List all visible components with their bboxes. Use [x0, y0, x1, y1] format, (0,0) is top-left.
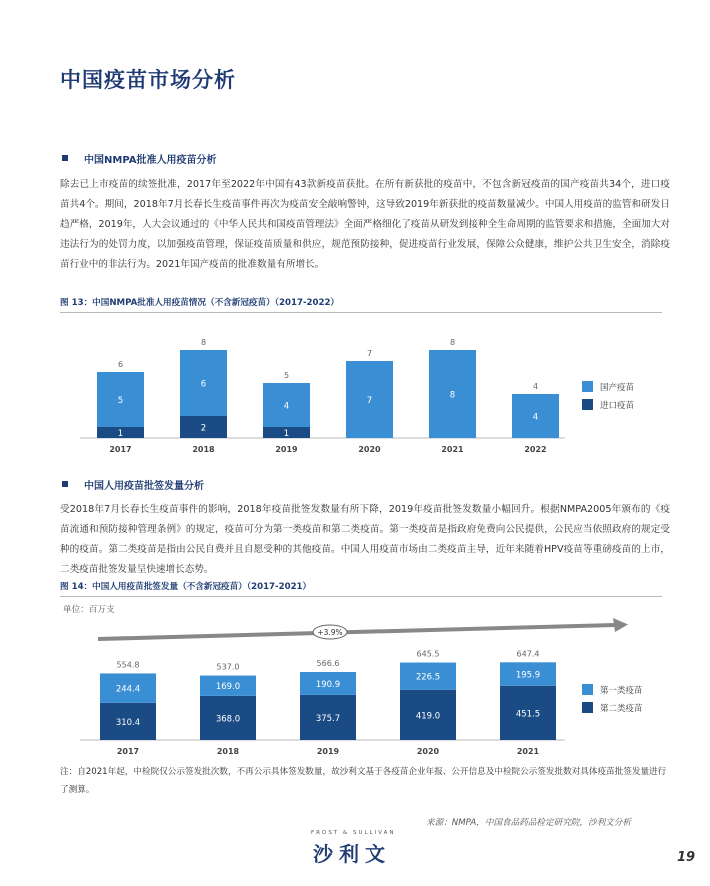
figure-13-chart [60, 320, 670, 460]
bar-label-category2-2020: 419.0 [415, 711, 441, 722]
bar-label-imported-2018: 2 [200, 423, 207, 434]
total-label-2017: 554.8 [116, 660, 140, 670]
legend-swatch-imported [582, 399, 593, 410]
bar-label-domestic-2021: 8 [449, 390, 456, 401]
figure-14-unit: 单位：百万支 [63, 605, 115, 615]
section-heading-approvals: 中国NMPA批准人用疫苗分析 [84, 155, 217, 166]
section-heading-lot-release: 中国人用疫苗批签发量分析 [84, 481, 204, 492]
total-label-2020: 645.5 [416, 649, 440, 659]
legend-swatch-category1 [582, 684, 593, 695]
bar-label-category2-2018: 368.0 [215, 714, 241, 725]
x-tick-2020: 2020 [416, 747, 440, 756]
bar-label-domestic-2020: 7 [366, 396, 373, 406]
x-tick-2018: 2018 [192, 445, 215, 454]
figure-13-title: 图 13：中国NMPA批准人用疫苗情况（不含新冠疫苗）（2017-2022） [60, 298, 340, 308]
bar-label-category2-2021: 451.5 [515, 709, 541, 720]
bar-label-category1-2021: 195.9 [515, 670, 541, 681]
section-bullet [62, 155, 68, 161]
figure-14-title: 图 14：中国人用疫苗批签发量（不含新冠疫苗）（2017-2021） [60, 582, 312, 592]
bar-label-domestic-2019: 4 [283, 401, 290, 412]
total-label-2018: 537.0 [216, 662, 240, 672]
total-label-2018: 8 [200, 338, 207, 347]
x-tick-2019: 2019 [316, 747, 340, 756]
total-label-2021: 8 [449, 338, 456, 347]
trend-arrow-line [98, 625, 615, 639]
legend-label-domestic: 国产疫苗 [600, 383, 635, 393]
source-line: 来源：NMPA，中国食品药品检定研究院，沙利文分析 [426, 818, 631, 828]
footnote: 注：自2021年起，中检院仅公示签发批次数，不再公示具体签发数量，故沙利文基于各疫苗企业年报、公开信息及中检院公示签发批数对具体疫苗批签发量进行了测算。 [60, 767, 667, 795]
legend-swatch-category2 [582, 702, 593, 713]
legend-label-imported: 进口疫苗 [600, 401, 635, 411]
total-label-2019: 5 [283, 371, 290, 380]
total-label-2021: 647.4 [516, 649, 540, 659]
section-bullet [62, 481, 68, 487]
x-tick-2020: 2020 [358, 445, 381, 454]
x-tick-2018: 2018 [216, 747, 240, 756]
figure-13-divider [60, 312, 662, 313]
bar-label-domestic-2022: 4 [532, 412, 539, 423]
bar-label-category2-2017: 310.4 [115, 717, 141, 728]
total-label-2017: 6 [117, 360, 124, 369]
x-tick-2017: 2017 [109, 445, 132, 454]
x-tick-2021: 2021 [516, 747, 540, 756]
bar-label-category1-2017: 244.4 [115, 684, 141, 695]
x-tick-2019: 2019 [275, 445, 298, 454]
logo-tagline: FROST & SULLIVAN [311, 830, 396, 836]
x-tick-2021: 2021 [441, 445, 464, 454]
figure-14-divider [60, 596, 662, 597]
total-label-2019: 566.6 [316, 659, 340, 669]
frost-sullivan-logo: 沙利文 [313, 842, 391, 866]
x-tick-2022: 2022 [524, 445, 547, 454]
section-paragraph-lot-release: 受2018年7月长春长生疫苗事件的影响，2018年疫苗批签发数量有所下降，2019年疫苗批签发数量小幅回升。根据NMPA2005年颁布的《疫苗流通和预防接种管理条例》的规定，疫苗可分为第一类疫苗和第二类疫苗。第一类疫苗是指政府免费向公民提供，公民应当依照政府的规定受种的疫苗。第二类疫苗是指由公民自费并且自愿受种的其他疫苗。中国人用疫苗市场由二类疫苗主导，近年来随着HPV疫苗等重磅疫苗的上市，二类疫苗批签发量呈快速增长态势。 [60, 504, 670, 575]
page-number: 19 [677, 850, 696, 865]
legend-label-category1: 第一类疫苗 [600, 686, 643, 696]
legend-swatch-domestic [582, 381, 593, 392]
section-paragraph-approvals: 除去已上市疫苗的续签批准，2017年至2022年中国有43款新疫苗获批。在所有新获批的疫苗中，不包含新冠疫苗的国产疫苗共34个，进口疫苗共4个。期间，2018年7月长春长生疫苗事件再次为疫苗安全敲响警钟，这导致2019年新获批的疫苗数量减少。中国人用疫苗的监管和研发日趋严格，2019年，人大会议通过的《中华人民共和国疫苗管理法》全面严格细化了疫苗从研发到接种全生命周期的监管要求和措施，全面加大对违法行为的处罚力度，以加强疫苗管理，保证疫苗质量和供应，规范预防接种，促进疫苗行业发展，保障公众健康，维护公共卫生安全，消除疫苗行业中的非法行为。2021年国产疫苗的批准数量有所增长。 [60, 179, 670, 270]
legend-label-category2: 第二类疫苗 [600, 704, 643, 714]
total-label-2022: 4 [532, 382, 539, 391]
x-tick-2017: 2017 [116, 747, 140, 756]
bar-label-category1-2018: 169.0 [215, 682, 241, 693]
trend-arrow-head [613, 618, 628, 632]
figure-14-chart [60, 615, 670, 760]
page-title: 中国疫苗市场分析 [60, 68, 236, 92]
bar-label-domestic-2018: 6 [200, 379, 207, 390]
bar-label-category1-2019: 190.9 [315, 679, 341, 690]
bar-label-imported-2017: 1 [117, 429, 124, 439]
bar-label-category1-2020: 226.5 [415, 672, 441, 683]
bar-label-domestic-2017: 5 [117, 396, 124, 406]
total-label-2020: 7 [366, 349, 373, 358]
bar-label-imported-2019: 1 [283, 429, 290, 439]
cagr-label: +3.9% [317, 628, 343, 637]
bar-label-category2-2019: 375.7 [315, 713, 341, 724]
